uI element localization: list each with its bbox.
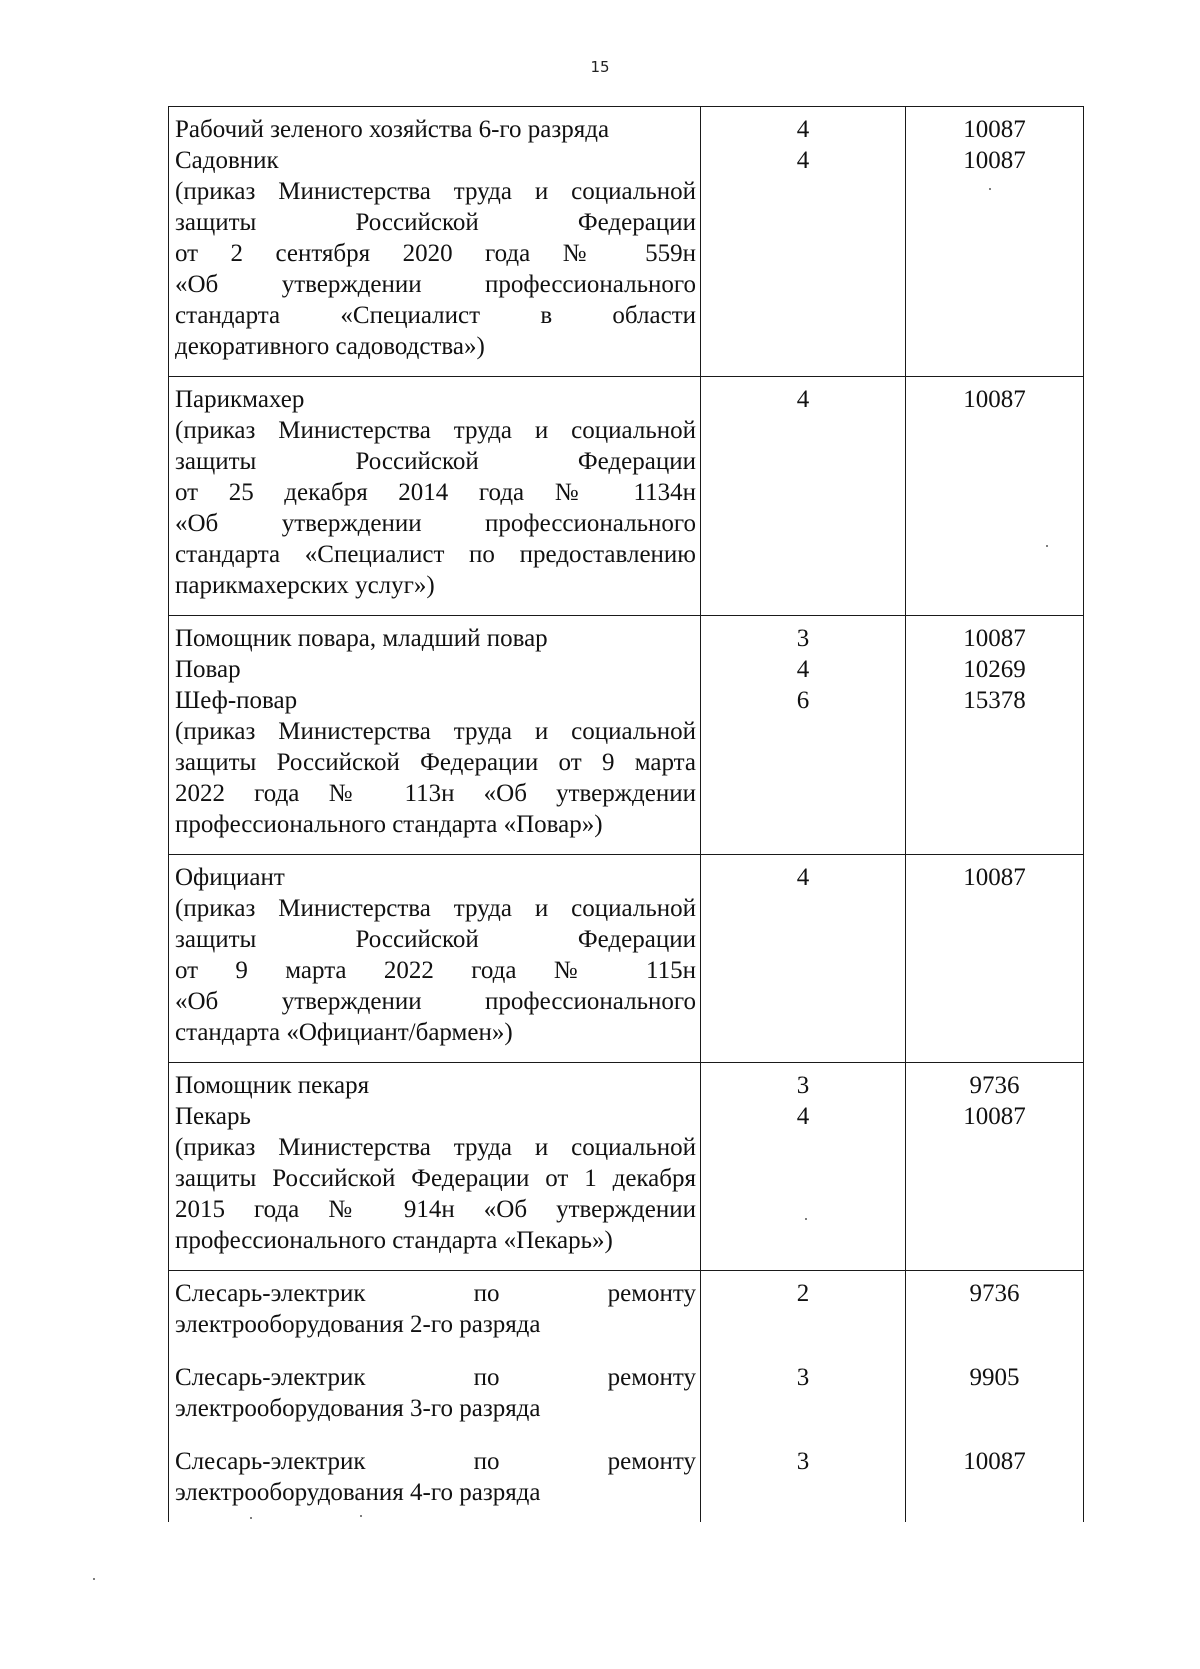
- qualification-table: [168, 106, 1084, 1522]
- profession-title: Рабочий зеленого хозяйства 6-го разряда: [175, 116, 610, 143]
- order-line: «Об утверждении профессионального: [175, 510, 696, 537]
- order-line: (приказ Министерства труда и социальной: [175, 178, 696, 205]
- order-line: защиты Российской Федерации: [175, 448, 696, 475]
- qualification-level: 4: [796, 656, 810, 683]
- salary-value: 10087: [963, 1448, 1026, 1475]
- table-row: [169, 377, 1084, 616]
- table-row: [169, 855, 1084, 1063]
- qualification-level: 2: [796, 1280, 810, 1307]
- salary-cell: [906, 1271, 1084, 1523]
- table-row: [169, 107, 1084, 377]
- qualification-level-cell: [701, 616, 906, 855]
- order-line: (приказ Министерства труда и социальной: [175, 718, 696, 745]
- profession-title: Шеф-повар: [175, 687, 298, 714]
- scan-speck: [805, 1218, 807, 1220]
- order-line: профессионального стандарта «Пекарь»): [175, 1227, 613, 1254]
- qualification-level-cell: [701, 107, 906, 377]
- profession-title: Помощник пекаря: [175, 1072, 370, 1099]
- order-line: от 25 декабря 2014 года № 1134н: [175, 479, 696, 506]
- order-line: от 9 марта 2022 года № 115н: [175, 957, 696, 984]
- order-line: «Об утверждении профессионального: [175, 988, 696, 1015]
- profession-title: Пекарь: [175, 1103, 251, 1130]
- order-line: 2015 года № 914н «Об утверждении: [175, 1196, 696, 1223]
- qualification-level: 4: [796, 1103, 810, 1130]
- table-row: [169, 1063, 1084, 1271]
- salary-value: 9736: [969, 1072, 1020, 1099]
- profession-cell: [169, 616, 701, 855]
- profession-title: Слесарь-электрик по ремонту: [175, 1364, 696, 1391]
- scan-speck: [93, 1578, 95, 1580]
- order-line: профессионального стандарта «Повар»): [175, 811, 603, 838]
- salary-value: 15378: [963, 687, 1026, 714]
- profession-cell: [169, 107, 701, 377]
- table-row: [169, 616, 1084, 855]
- order-line: «Об утверждении профессионального: [175, 271, 696, 298]
- scan-speck: [1046, 545, 1048, 547]
- scan-speck: [250, 1517, 252, 1519]
- order-line: защиты Российской Федерации от 1 декабря: [175, 1165, 696, 1192]
- order-line: от 2 сентября 2020 года № 559н: [175, 240, 696, 267]
- salary-cell: [906, 1063, 1084, 1271]
- qualification-level: 6: [796, 687, 810, 714]
- order-line: стандарта «Специалист в области: [175, 302, 696, 329]
- salary-cell: [906, 107, 1084, 377]
- profession-title: Помощник повара, младший повар: [175, 625, 548, 652]
- order-line: (приказ Министерства труда и социальной: [175, 1134, 696, 1161]
- qualification-level: 4: [796, 864, 810, 891]
- profession-title: электрооборудования 2-го разряда: [175, 1311, 541, 1338]
- qualification-level-cell: [701, 1063, 906, 1271]
- qualification-level-cell: [701, 377, 906, 616]
- order-line: парикмахерских услуг»): [175, 572, 435, 599]
- profession-cell: [169, 377, 701, 616]
- order-line: декоративного садоводства»): [175, 333, 485, 360]
- qualification-level: 4: [796, 386, 810, 413]
- qualification-level: 3: [796, 625, 810, 652]
- profession-title: Парикмахер: [175, 386, 305, 413]
- order-line: (приказ Министерства труда и социальной: [175, 895, 696, 922]
- salary-value: 10087: [963, 386, 1026, 413]
- profession-title: Слесарь-электрик по ремонту: [175, 1448, 696, 1475]
- profession-cell: [169, 855, 701, 1063]
- salary-cell: [906, 616, 1084, 855]
- salary-value: 10087: [963, 864, 1026, 891]
- order-line: защиты Российской Федерации: [175, 926, 696, 953]
- qualification-level-cell: [701, 855, 906, 1063]
- page-number: 15: [590, 58, 610, 76]
- profession-title: электрооборудования 4-го разряда: [175, 1479, 541, 1506]
- order-line: (приказ Министерства труда и социальной: [175, 417, 696, 444]
- scan-speck: [989, 188, 991, 190]
- salary-value: 10087: [963, 625, 1026, 652]
- order-line: стандарта «Специалист по предоставлению: [175, 541, 696, 568]
- qualification-level: 3: [796, 1072, 810, 1099]
- profession-title: Садовник: [175, 147, 279, 174]
- qualification-level-cell: [701, 1271, 906, 1523]
- salary-cell: [906, 377, 1084, 616]
- salary-value: 10087: [963, 147, 1026, 174]
- profession-title: Слесарь-электрик по ремонту: [175, 1280, 696, 1307]
- qualification-level: 4: [796, 147, 810, 174]
- qualification-level: 3: [796, 1448, 810, 1475]
- order-line: стандарта «Официант/бармен»): [175, 1019, 513, 1046]
- table-row: [169, 1271, 1084, 1523]
- profession-title: Повар: [175, 656, 241, 683]
- profession-cell: [169, 1271, 701, 1523]
- qualification-level: 4: [796, 116, 810, 143]
- salary-value: 9736: [969, 1280, 1020, 1307]
- order-line: 2022 года № 113н «Об утверждении: [175, 780, 696, 807]
- salary-value: 9905: [969, 1364, 1020, 1391]
- order-line: защиты Российской Федерации от 9 марта: [175, 749, 696, 776]
- salary-cell: [906, 855, 1084, 1063]
- order-line: защиты Российской Федерации: [175, 209, 696, 236]
- profession-title: электрооборудования 3-го разряда: [175, 1395, 541, 1422]
- salary-value: 10269: [963, 656, 1026, 683]
- qualification-level: 3: [796, 1364, 810, 1391]
- salary-value: 10087: [963, 1103, 1026, 1130]
- scan-speck: [360, 1515, 362, 1517]
- profession-cell: [169, 1063, 701, 1271]
- salary-value: 10087: [963, 116, 1026, 143]
- profession-title: Официант: [175, 864, 285, 891]
